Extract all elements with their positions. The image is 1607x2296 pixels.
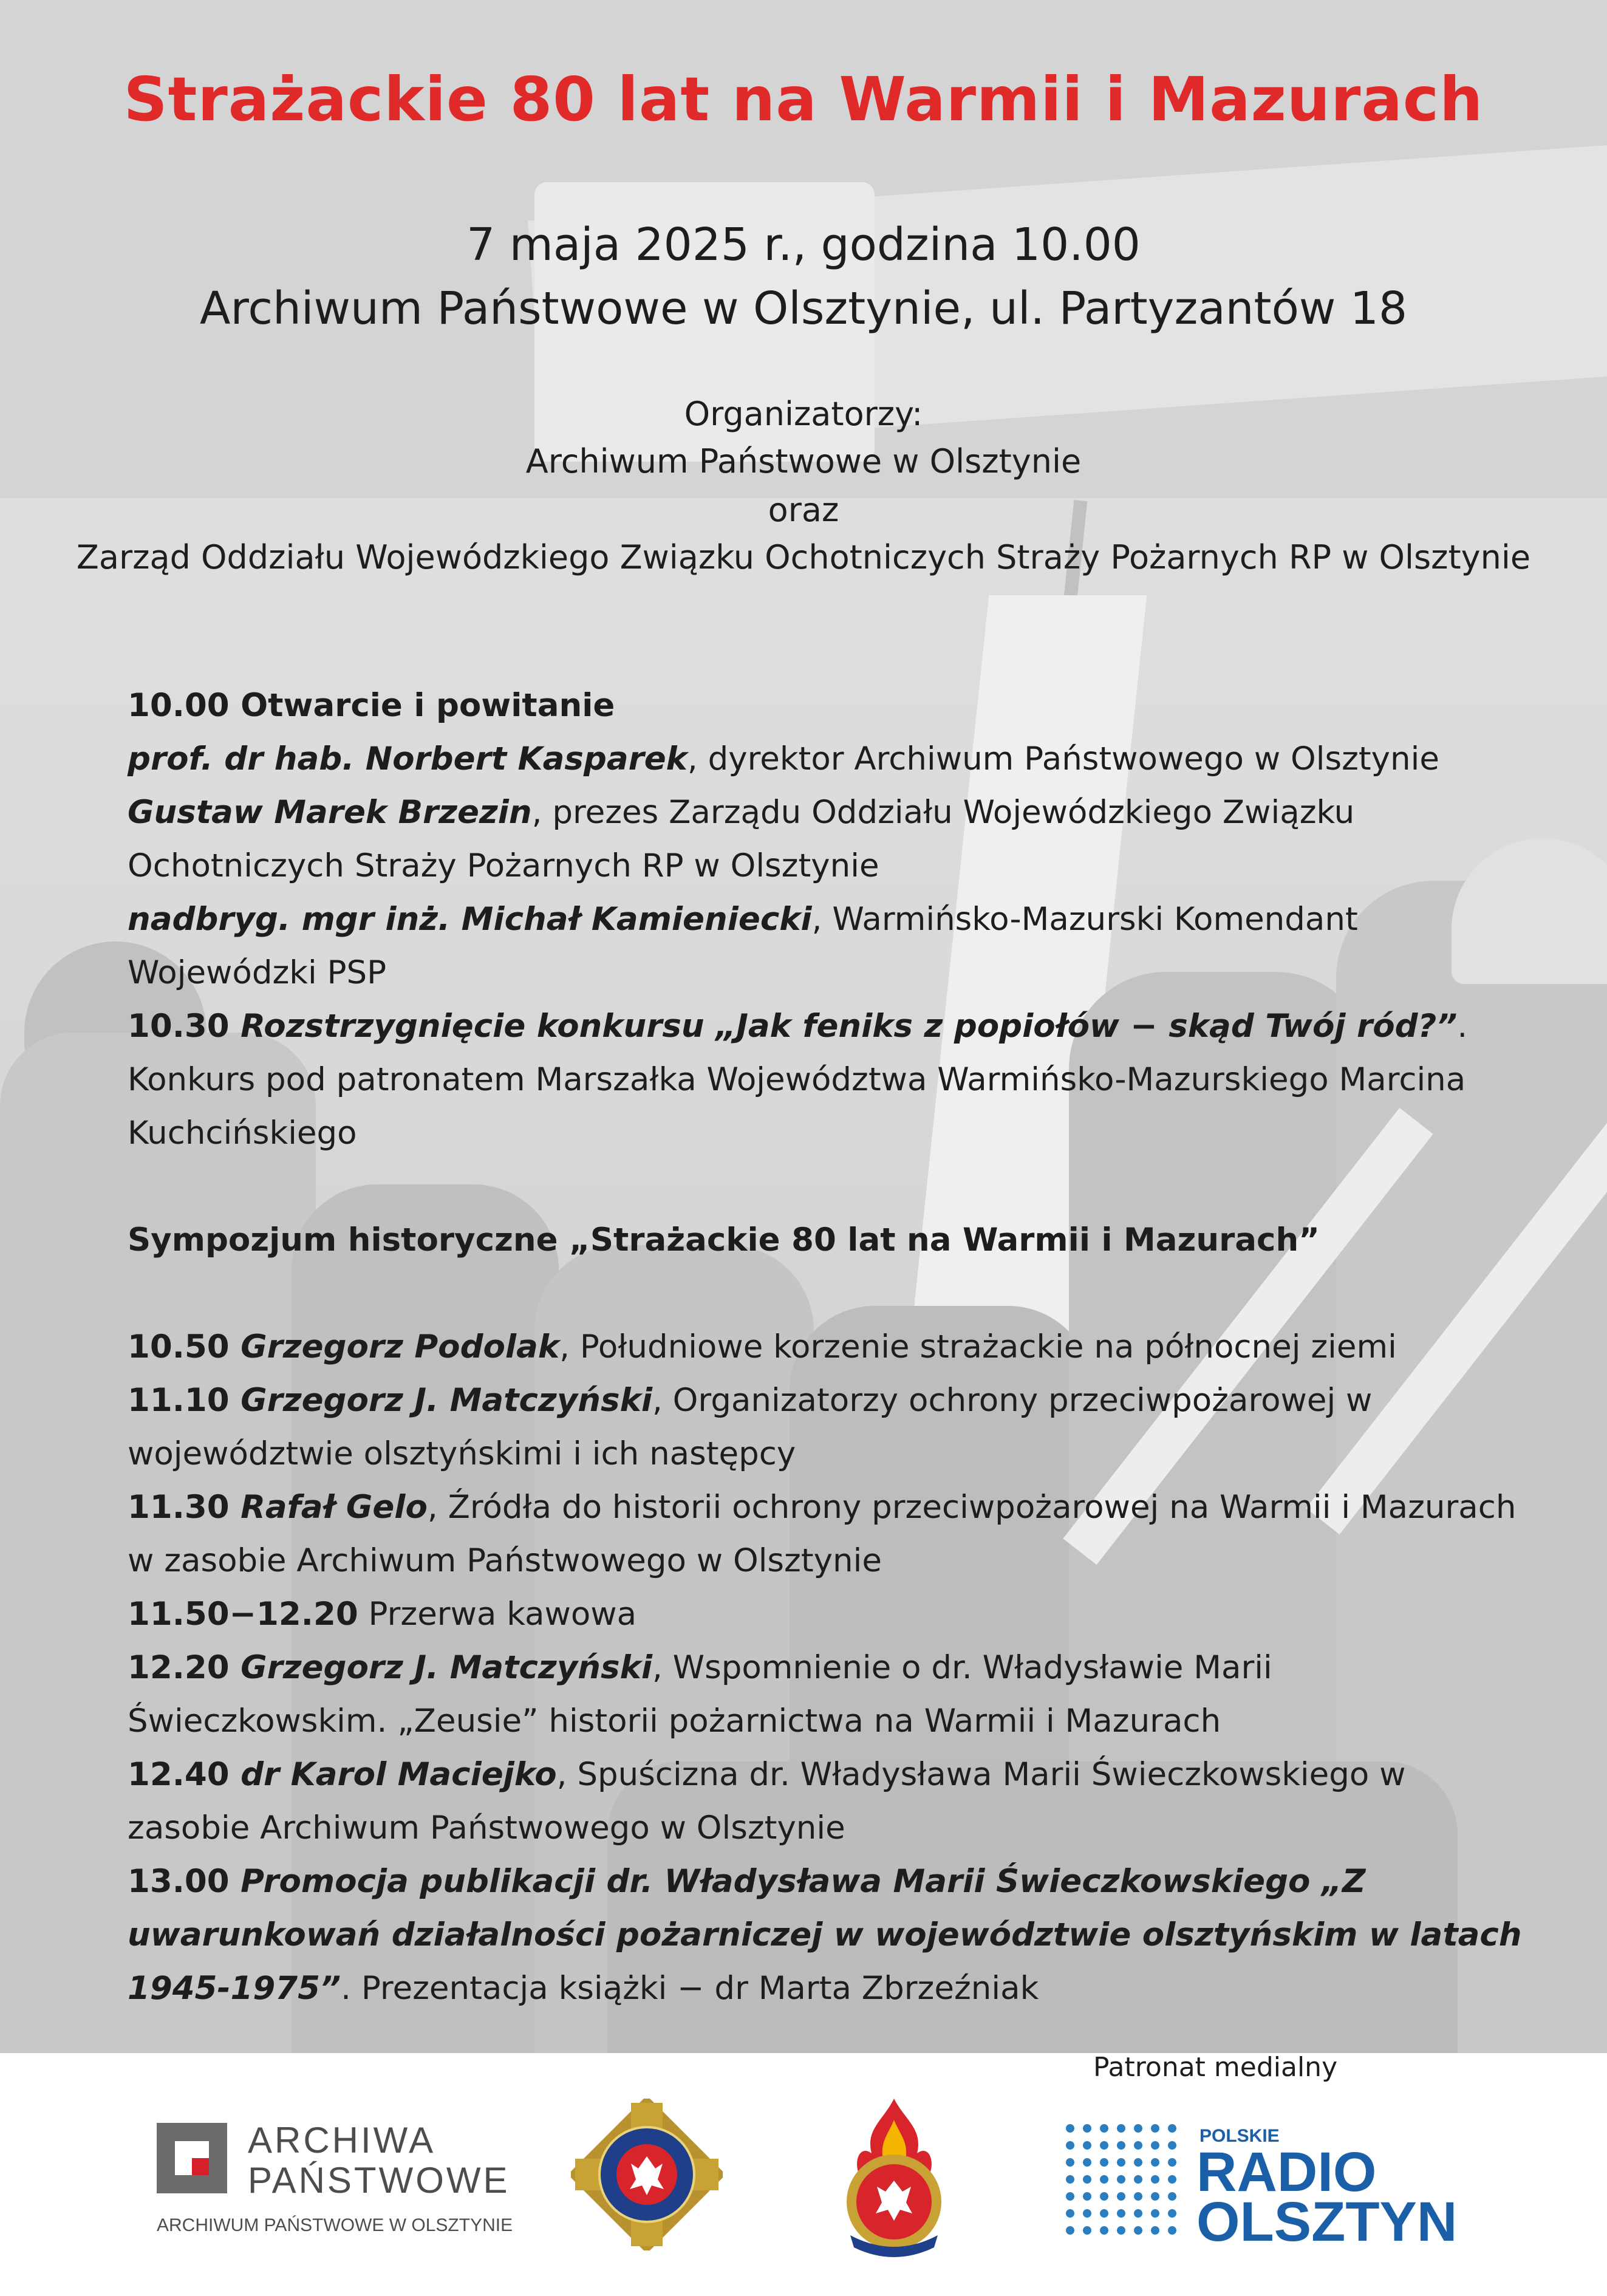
radio-logo-line3: OLSZTYN [1196, 2191, 1458, 2253]
talk-1: 10.50 Grzegorz Podolak, Południowe korzenie strażackie na północnej ziemi [128, 1328, 1397, 1365]
speaker-3: nadbryg. mgr inż. Michał Kamieniecki, Warmińsko-Mazurski Komendant Wojewódzki PSP [128, 901, 1358, 991]
organizers-and: oraz [768, 491, 839, 529]
psp-emblem-icon [832, 2096, 957, 2260]
speaker-1: prof. dr hab. Norbert Kasparek, dyrektor Archiwum Państwowego w Olsztynie [128, 740, 1439, 777]
event-place: Archiwum Państwowe w Olsztynie, ul. Partyzantów 18 [199, 282, 1408, 335]
archiwa-mark-icon [157, 2123, 227, 2193]
talk-2: 11.10 Grzegorz J. Matczyński, Organizatorzy ochrony przeciwpożarowej w województwie olsztyńskimi i ich następcy [128, 1382, 1373, 1472]
radio-logo-line1: POLSKIE [1199, 2126, 1280, 2146]
radio-logo-line2: RADIO [1196, 2141, 1377, 2203]
archiwa-logo-line2: PAŃSTWOWE [248, 2160, 510, 2201]
page-title: Strażackie 80 lat na Warmii i Mazurach [123, 64, 1484, 135]
organizer-archive: Archiwum Państwowe w Olsztynie [525, 442, 1082, 480]
radio-dots-icon [1063, 2120, 1178, 2241]
organizer-zosp: Zarząd Oddziału Wojewódzkiego Związku Ochotniczych Straży Pożarnych RP w Olsztynie [76, 538, 1531, 576]
contest-item: 10.30 Rozstrzygnięcie konkursu „Jak feniks z popiołów − skąd Twój ród?”. Konkurs pod patronatem Marszałka Województwa Warmińsko-Mazurskiego Marcina Kuchcińskiego [128, 1008, 1468, 1152]
book-promotion: 13.00 Promocja publikacji dr. Władysława Marii Świeczkowskiego „Z uwarunkowań działalności pożarniczej w województwie olsztyńskim w latach 1945-1975”. Prezentacja książki − dr Marta Zbrzeźniak [128, 1863, 1522, 2007]
program [128, 679, 1524, 2015]
media-patronage-label: Patronat medialny [1093, 2052, 1338, 2083]
archiwa-logo-line1: ARCHIWA [248, 2120, 436, 2161]
talk-3: 11.30 Rafał Gelo, Źródła do historii ochrony przeciwpożarowej na Warmii i Mazurach w zasobie Archiwum Państwowego w Olsztynie [128, 1489, 1517, 1579]
organizers-label: Organizatorzy: [684, 395, 923, 433]
talk-5: 12.40 dr Karol Maciejko, Spuścizna dr. Władysława Marii Świeczkowskiego w zasobie Archiwum Państwowego w Olsztynie [128, 1756, 1406, 1847]
speaker-2: Gustaw Marek Brzezin, prezes Zarządu Oddziału Wojewódzkiego Związku Ochotniczych Straży Pożarnych RP w Olsztynie [128, 794, 1355, 884]
symposium-heading: Sympozjum historyczne „Strażackie 80 lat na Warmii i Mazurach” [128, 1221, 1320, 1259]
zosp-emblem-icon [571, 2099, 723, 2250]
talk-4: 12.20 Grzegorz J. Matczyński, Wspomnienie o dr. Władysławie Marii Świeczkowskim. „Zeusie” historii pożarnictwa na Warmii i Mazurach [128, 1649, 1272, 1740]
coffee-break: 11.50−12.20 Przerwa kawowa [128, 1596, 637, 1633]
archiwa-logo-line3: ARCHIWUM PAŃSTWOWE W OLSZTYNIE [157, 2215, 513, 2235]
event-date: 7 maja 2025 r., godzina 10.00 [466, 219, 1141, 271]
program-opening: 10.00 Otwarcie i powitanie [128, 687, 615, 724]
